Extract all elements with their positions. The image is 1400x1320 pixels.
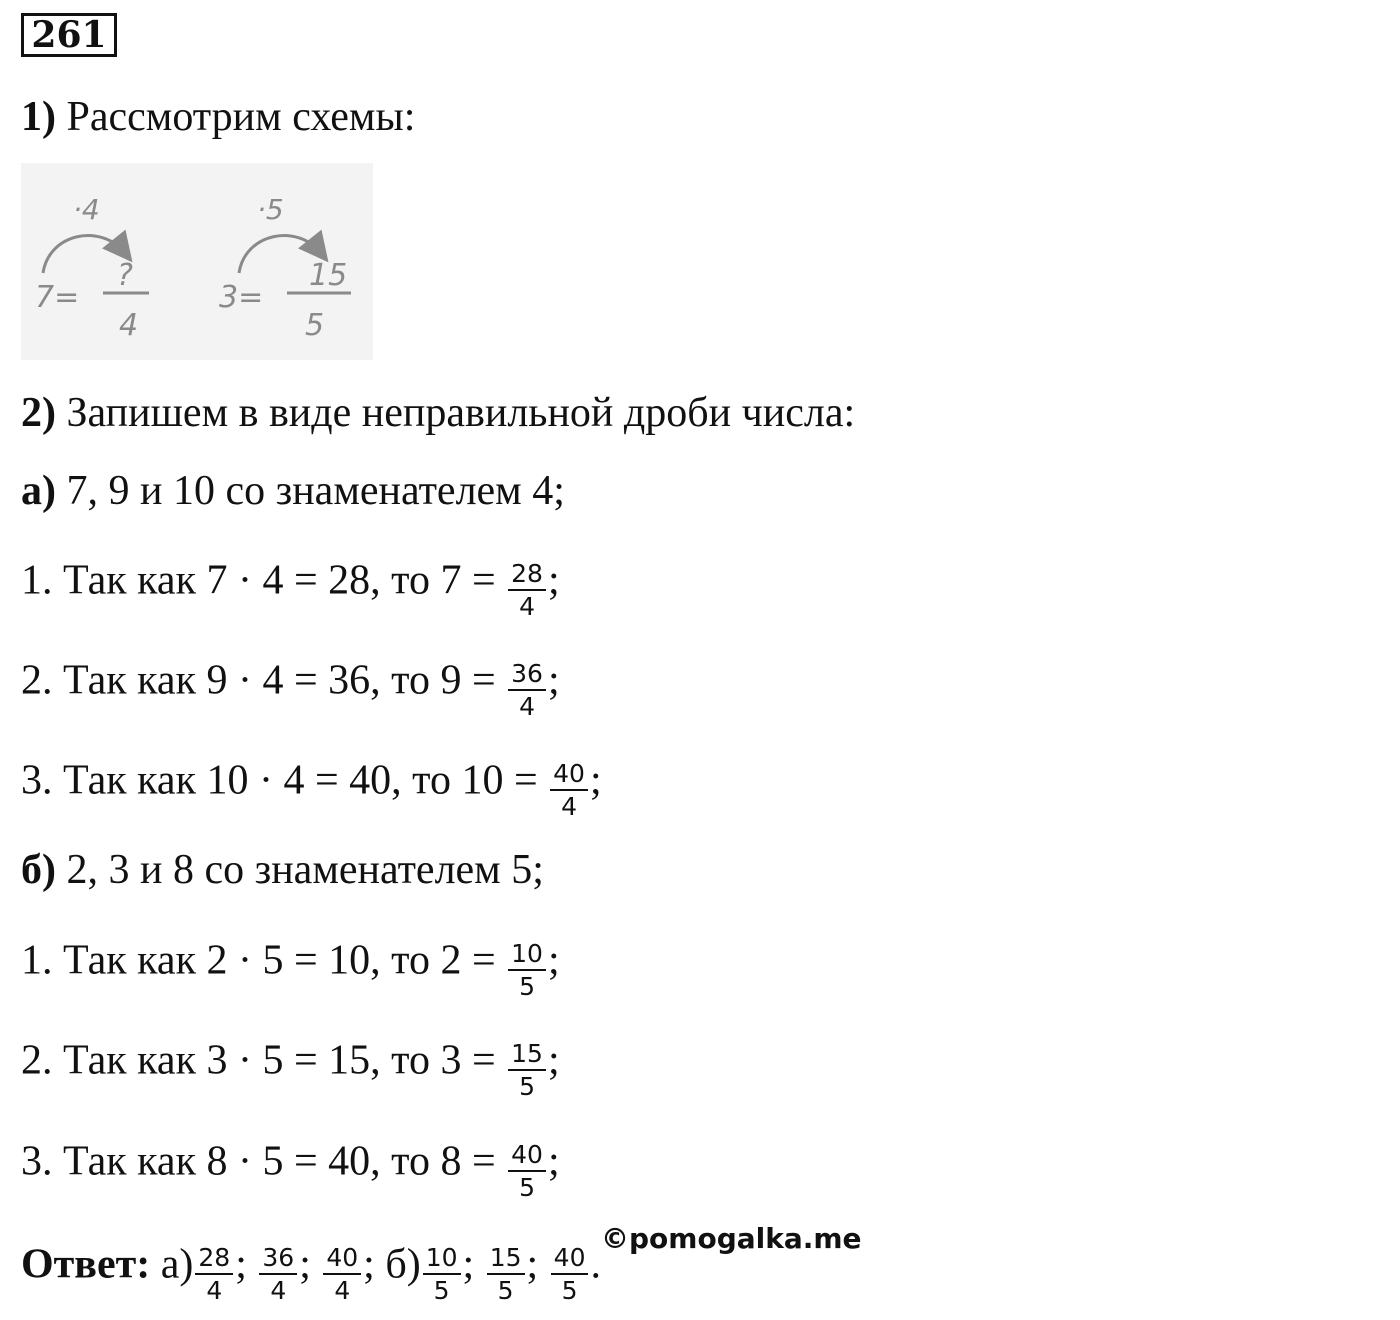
right-numerator: 15 <box>309 258 348 293</box>
denominator: 5 <box>561 1276 578 1305</box>
left-denominator: 4 <box>119 308 139 343</box>
semicolon: ; <box>589 757 602 804</box>
numerator: 40 <box>551 1244 589 1275</box>
a-step-1-fraction <box>508 560 546 620</box>
answer-b-fraction-3 <box>551 1244 589 1304</box>
numerator: 10 <box>423 1244 461 1275</box>
b-step-2-fraction <box>508 1040 546 1100</box>
denominator: 5 <box>433 1276 450 1305</box>
denominator: 4 <box>270 1276 287 1305</box>
denominator: 5 <box>519 1173 535 1202</box>
right-whole: 3= <box>219 280 264 315</box>
separator: ; <box>462 1241 475 1288</box>
a-step-3-fraction <box>550 760 588 820</box>
denominator: 4 <box>561 792 577 821</box>
answer-label: Ответ: <box>21 1241 151 1288</box>
denominator: 4 <box>519 592 535 621</box>
part-a-heading <box>21 466 565 516</box>
right-denominator: 5 <box>305 308 325 343</box>
numerator: 15 <box>508 1040 546 1071</box>
right-multiplier: ·5 <box>257 193 284 226</box>
denominator: 5 <box>519 1072 535 1101</box>
b-step-3-text: 3. Так как 8 · 5 = 40, то 8 = <box>21 1138 496 1185</box>
numerator: 40 <box>550 760 588 791</box>
answer-a-fraction-3 <box>323 1244 361 1304</box>
numerator: 10 <box>508 940 546 971</box>
watermark: ©pomogalka.me <box>601 1222 862 1255</box>
a-step-3 <box>21 754 602 821</box>
denominator: 4 <box>334 1276 351 1305</box>
part-1-text: Рассмотрим схемы: <box>66 94 416 140</box>
separator: ; <box>363 1241 375 1288</box>
separator: ; <box>299 1241 311 1288</box>
answer-b-fraction-2 <box>487 1244 525 1304</box>
task-number: 261 <box>21 13 117 57</box>
answer-a-fraction-2 <box>259 1244 297 1304</box>
semicolon: ; <box>547 557 560 604</box>
scheme-image <box>21 163 373 360</box>
answer-a-fraction-1 <box>195 1244 233 1304</box>
b-step-3 <box>21 1135 560 1202</box>
part-1-heading <box>21 92 415 142</box>
numerator: 40 <box>323 1244 361 1275</box>
part-a-text: 7, 9 и 10 со знаменателем 4; <box>66 468 565 514</box>
denominator: 4 <box>206 1276 223 1305</box>
scheme-drawing <box>21 163 373 360</box>
a-step-1 <box>21 554 560 621</box>
answer-b-label: б) <box>385 1241 421 1288</box>
a-step-3-text: 3. Так как 10 · 4 = 40, то 10 = <box>21 757 538 804</box>
b-step-1-fraction <box>508 940 546 1000</box>
numerator: 40 <box>508 1141 546 1172</box>
part-b-text: 2, 3 и 8 со знаменателем 5; <box>66 847 544 893</box>
answer-b-fraction-1 <box>423 1244 461 1304</box>
semicolon: ; <box>547 657 560 704</box>
part-2-heading <box>21 388 855 438</box>
left-numerator: ? <box>117 258 133 293</box>
numerator: 28 <box>195 1244 233 1275</box>
part-2-label: 2) <box>21 390 56 436</box>
part-1-label: 1) <box>21 94 56 140</box>
left-arrow <box>43 236 125 273</box>
part-b-heading <box>21 845 544 895</box>
period: . <box>590 1241 601 1288</box>
denominator: 5 <box>519 972 535 1001</box>
a-step-2-text: 2. Так как 9 · 4 = 36, то 9 = <box>21 657 496 704</box>
b-step-2-text: 2. Так как 3 · 5 = 15, то 3 = <box>21 1037 496 1084</box>
answer-a-label: а) <box>160 1241 194 1288</box>
separator: ; <box>526 1241 539 1288</box>
a-step-2-fraction <box>508 660 546 720</box>
b-step-1 <box>21 934 560 1001</box>
part-a-label: а) <box>21 468 56 514</box>
b-step-1-text: 1. Так как 2 · 5 = 10, то 2 = <box>21 937 496 984</box>
numerator: 36 <box>508 660 546 691</box>
numerator: 36 <box>259 1244 297 1275</box>
numerator: 15 <box>487 1244 525 1275</box>
semicolon: ; <box>547 1037 560 1084</box>
semicolon: ; <box>547 1138 560 1185</box>
left-multiplier: ·4 <box>73 193 100 226</box>
part-b-label: б) <box>21 847 56 893</box>
part-2-text: Запишем в виде неправильной дроби числа: <box>66 390 856 436</box>
semicolon: ; <box>547 937 560 984</box>
denominator: 5 <box>497 1276 514 1305</box>
answer-line <box>21 1238 601 1305</box>
a-step-2 <box>21 654 560 721</box>
left-whole: 7= <box>35 280 80 315</box>
denominator: 4 <box>519 692 535 721</box>
separator: ; <box>235 1241 247 1288</box>
b-step-3-fraction <box>508 1141 546 1201</box>
a-step-1-text: 1. Так как 7 · 4 = 28, то 7 = <box>21 557 496 604</box>
b-step-2 <box>21 1034 560 1101</box>
numerator: 28 <box>508 560 546 591</box>
